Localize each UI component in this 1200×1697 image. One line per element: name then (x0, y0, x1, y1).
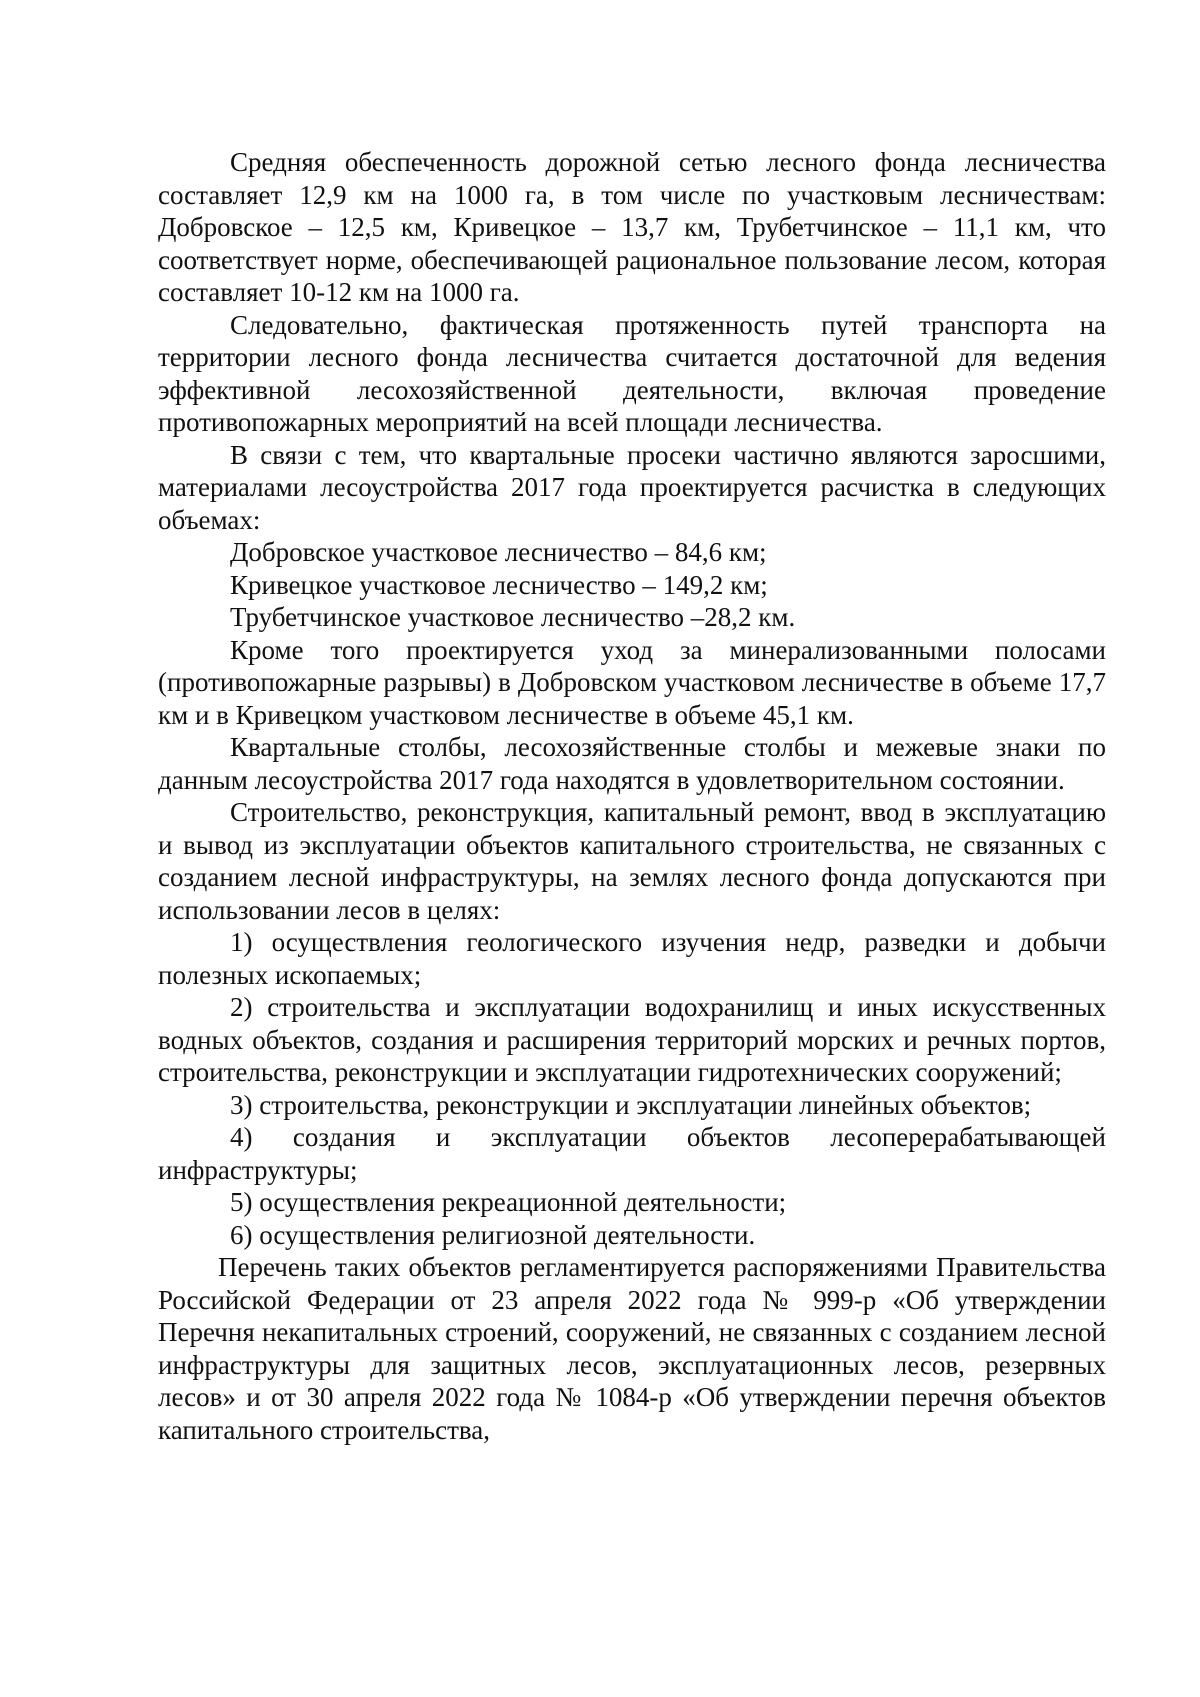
list-item-purpose-1: 1) осуществления геологического изучения недр, разведки и добычи полезных ископаемых; (158, 927, 1106, 990)
paragraph-quarter-posts: Квартальные столбы, лесохозяйственные столбы и межевые знаки по данным лесоустройства 2017 года находятся в удовлетворительном состоянии. (158, 732, 1106, 795)
list-item-trubetchinskoe: Трубетчинское участковое лесничество –28,2 км. (230, 602, 796, 632)
paragraph-road-network-density: Средняя обеспеченность дорожной сетью лесного фонда лесничества составляет 12,9 км на 1000 га, в том числе по участковым лесничествам: Добровское – 12,5 км, Кривецкое – 13,7 км, Трубетчинское – 11,1 км, что соответствует норме, обеспечивающей рациональное пользование лесом, которая составляет 10-12 км на 1000 га. (158, 147, 1106, 307)
list-item-purpose-3: 3) строительства, реконструкции и эксплуатации линейных объектов; (230, 1089, 1032, 1120)
paragraph-government-orders: Перечень таких объектов регламентируется распоряжениями Правительства Российской Федерации от 23 апреля 2022 года № 999-р «Об утверждении Перечня некапитальных строений, сооружений, не связанных с созданием лесной инфраструктуры для защитных лесов, эксплуатационных лесов, резервных лесов» и от 30 апреля 2022 года № 1084-р «Об утверждении перечня объектов капитального строительства, (158, 1252, 1106, 1445)
document-page (158, 146, 1106, 1446)
list-item-purpose-5: 5) осуществления рекреационной деятельности; (230, 1187, 787, 1217)
list-item-dobrovskoe: Добровское участковое лесничество – 84,6 км; (230, 537, 767, 567)
list-item-krivetskoe: Кривецкое участковое лесничество – 149,2 км; (230, 569, 768, 600)
paragraph-construction-purposes: Строительство, реконструкция, капитальный ремонт, ввод в эксплуатацию и вывод из эксплуатации объектов капитального строительства, не связанных с созданием лесной инфраструктуры, на землях лесного фонда допускаются при использовании лесов в целях: (158, 797, 1106, 925)
paragraph-transport-sufficiency: Следовательно, фактическая протяженность путей транспорта на территории лесного фонда лесничества считается достаточной для ведения эффективной лесохозяйственной деятельности, включая проведение противопожарных мероприятий на всей площади лесничества. (158, 309, 1106, 437)
list-item-purpose-6: 6) осуществления религиозной деятельности. (230, 1219, 756, 1250)
paragraph-clearing-volumes: В связи с тем, что квартальные просеки частично являются заросшими, материалами лесоустройства 2017 года проектируется расчистка в следующих объемах: (158, 439, 1106, 535)
list-item-purpose-2: 2) строительства и эксплуатации водохранилищ и иных искусственных водных объектов, создания и расширения территорий морских и речных портов, строительства, реконструкции и эксплуатации гидротехнических сооружений; (158, 992, 1106, 1087)
list-item-purpose-4: 4) создания и эксплуатации объектов лесоперерабатывающей инфраструктуры; (158, 1122, 1106, 1185)
paragraph-mineralized-strips: Кроме того проектируется уход за минерализованными полосами (противопожарные разрывы) в Добровском участковом лесничестве в объеме 17,7 км и в Кривецком участковом лесничестве в объеме 45,1 км. (158, 634, 1106, 730)
